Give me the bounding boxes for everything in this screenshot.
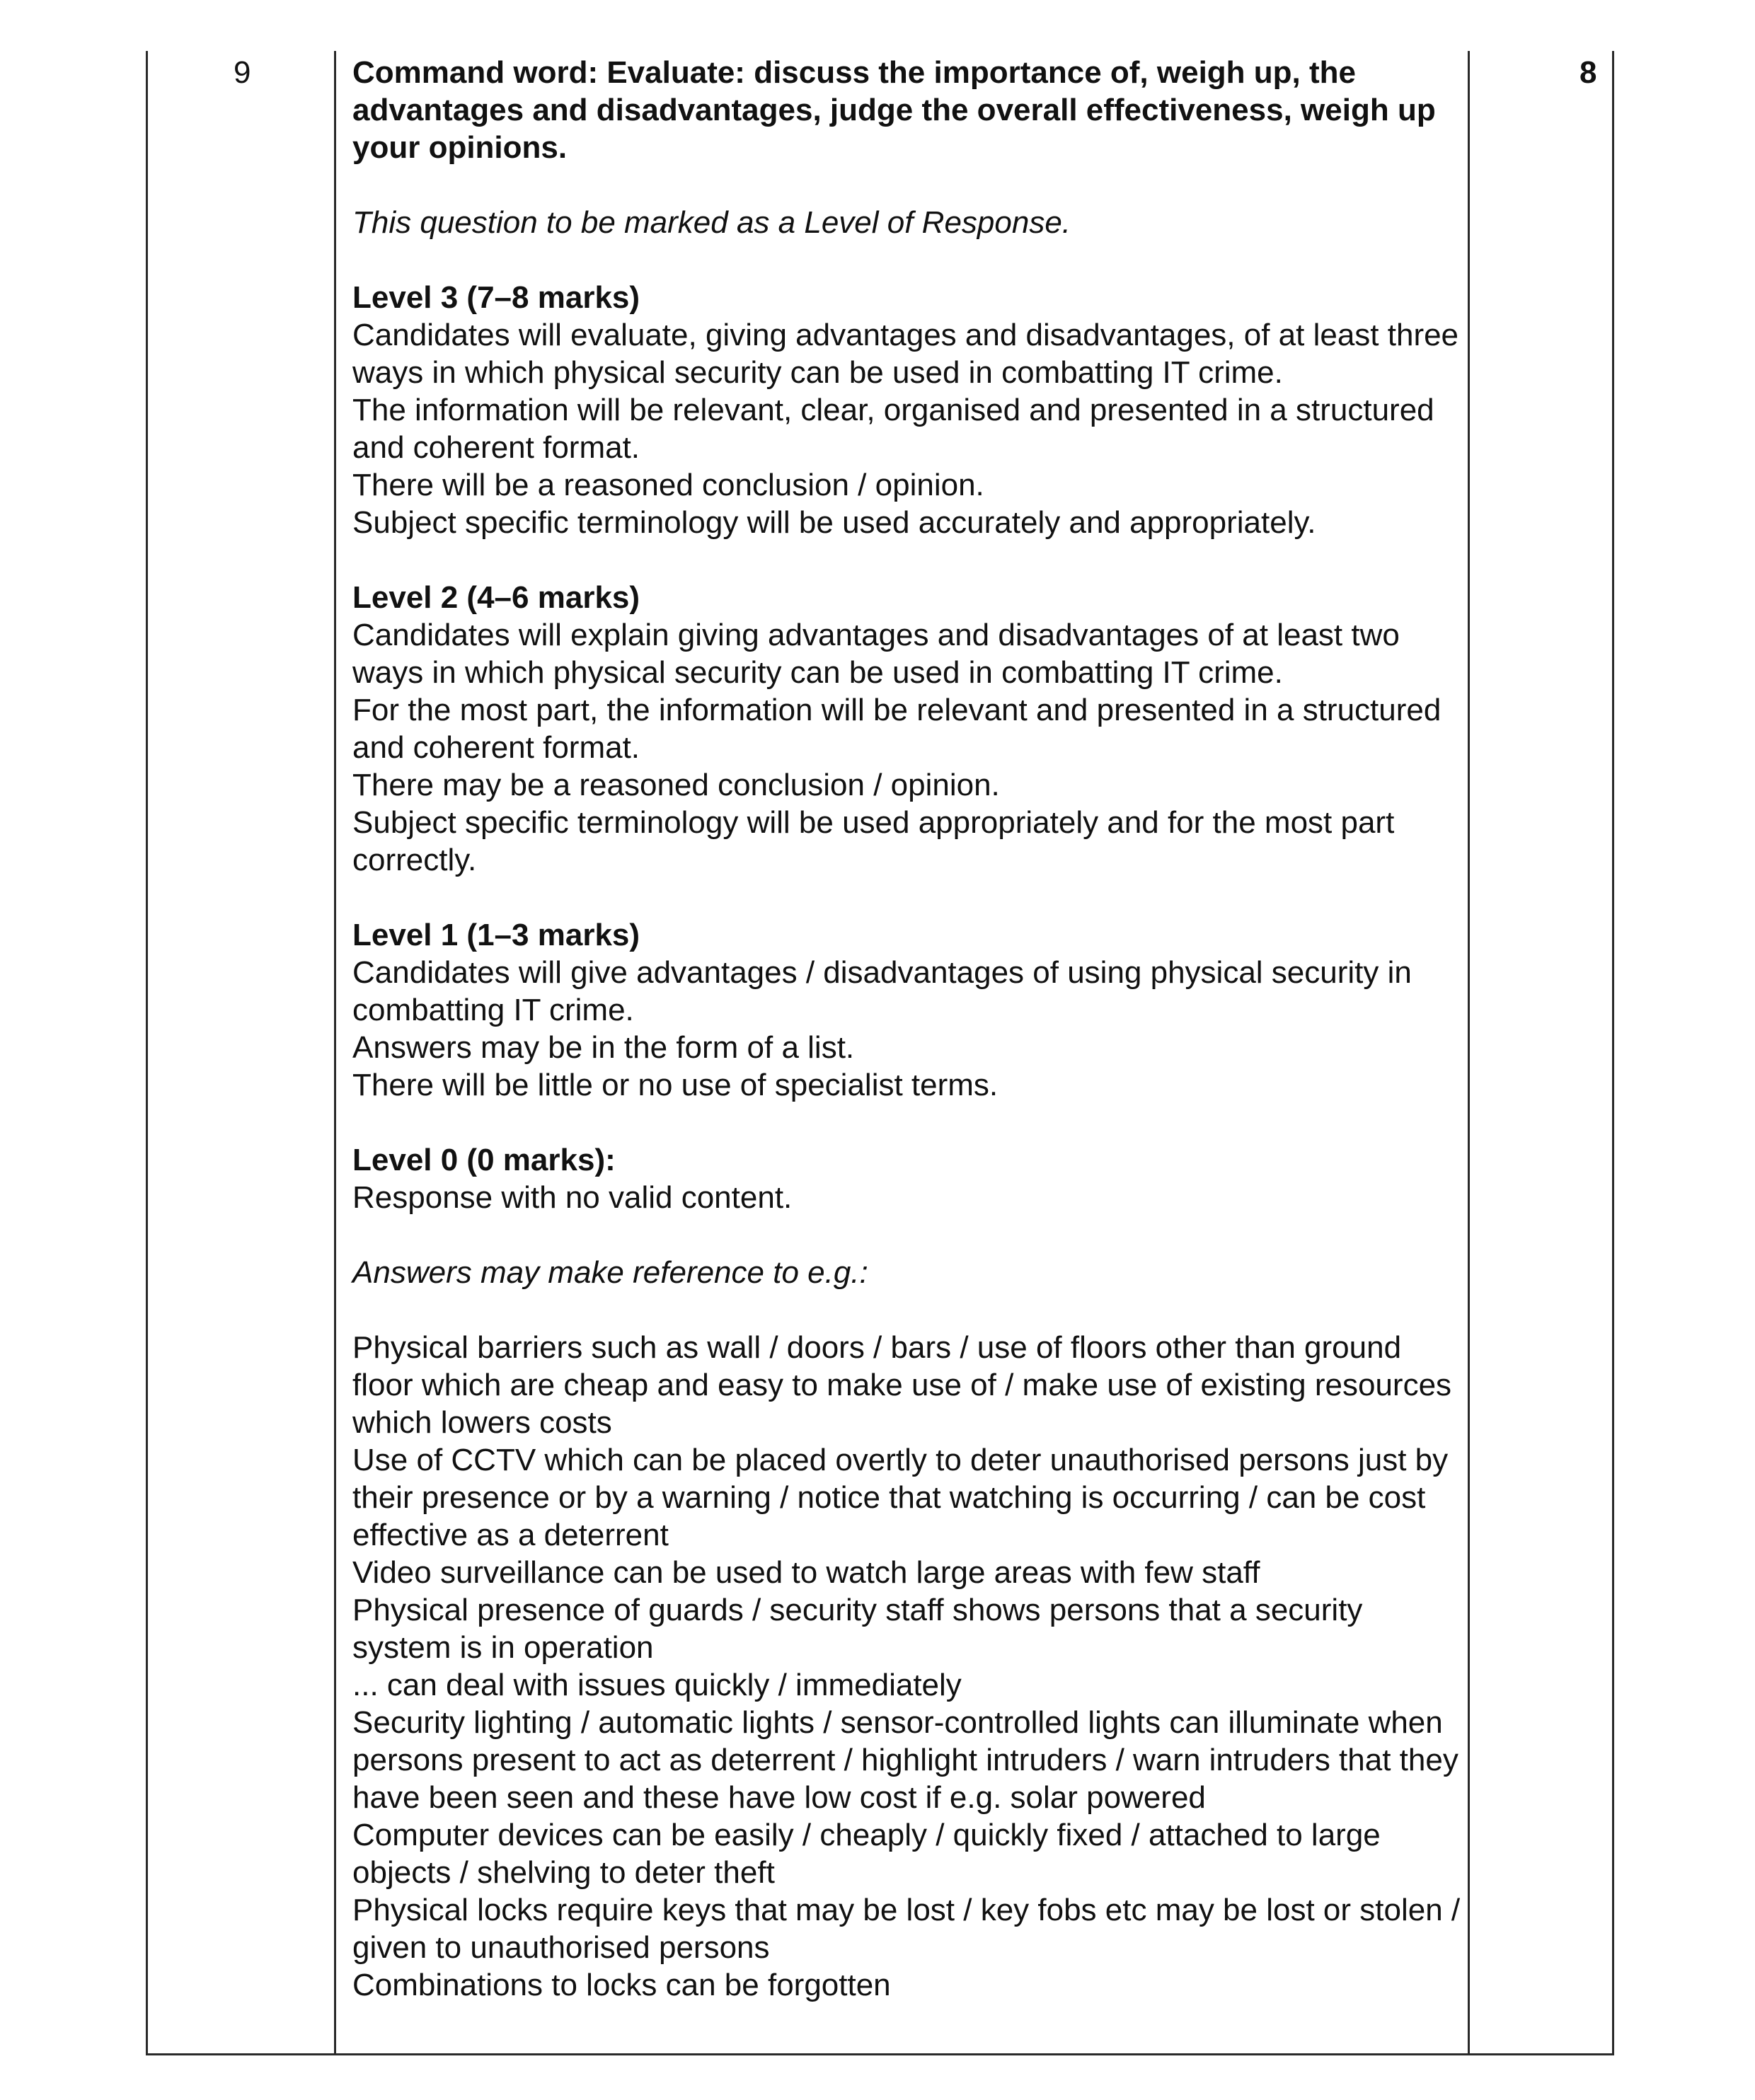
column-divider-marks: [1468, 51, 1470, 2055]
level-2-block: [352, 579, 1463, 879]
level-0-block: [352, 1141, 1463, 1216]
level-descriptor: Candidates will explain giving advantages and disadvantages of at least two ways in which physical security can be used in combatting IT crime.: [352, 618, 1400, 690]
answer-point: ... can deal with issues quickly / immediately: [352, 1668, 962, 1702]
answer-point: Computer devices can be easily / cheaply / quickly fixed / attached to large objects / shelving to deter theft: [352, 1818, 1381, 1890]
indicative-content: [352, 1329, 1463, 2004]
level-heading: Level 1 (1–3 marks): [352, 918, 640, 952]
level-descriptor: Answers may be in the form of a list.: [352, 1030, 855, 1065]
column-divider-number: [334, 51, 336, 2055]
level-descriptor: Subject specific terminology will be used accurately and appropriately.: [352, 505, 1316, 540]
answer-point: Physical locks require keys that may be lost / key fobs etc may be lost or stolen / given to unauthorised persons: [352, 1893, 1461, 1965]
level-heading: Level 2 (4–6 marks): [352, 580, 640, 615]
answer-point: Combinations to locks can be forgotten: [352, 1968, 891, 2002]
answers-intro: Answers may make reference to e.g.:: [352, 1255, 868, 1290]
level-descriptor: For the most part, the information will be relevant and presented in a structured and coherent format.: [352, 693, 1442, 765]
answer-point: Physical barriers such as wall / doors / bars / use of floors other than ground floor which are cheap and easy to make use of / make use of existing resources which lowers costs: [352, 1330, 1452, 1440]
level-descriptor: There may be a reasoned conclusion / opinion.: [352, 768, 1000, 802]
marking-instruction: This question to be marked as a Level of Response.: [352, 205, 1071, 240]
answer-point: Video surveillance can be used to watch large areas with few staff: [352, 1555, 1260, 1590]
question-number: 9: [234, 55, 251, 90]
level-descriptor: Candidates will evaluate, giving advantages and disadvantages, of at least three ways in which physical security can be used in combatting IT crime.: [352, 318, 1459, 390]
mark-scheme-content: [352, 54, 1463, 2004]
command-word: Command word: Evaluate: discuss the importance of, weigh up, the advantages and disadvantages, judge the overall effectiveness, weigh up your opinions.: [352, 55, 1436, 165]
level-descriptor: There will be little or no use of specialist terms.: [352, 1068, 999, 1102]
level-3-block: [352, 279, 1463, 541]
level-descriptor: There will be a reasoned conclusion / opinion.: [352, 468, 984, 502]
level-descriptor: The information will be relevant, clear, organised and presented in a structured and coherent format.: [352, 393, 1434, 465]
level-heading: Level 0 (0 marks):: [352, 1143, 616, 1177]
question-marks: 8: [1580, 55, 1597, 90]
table-border-left: [146, 51, 148, 2055]
table-border-bottom: [146, 2053, 1614, 2055]
table-border-right: [1612, 51, 1614, 2055]
level-descriptor: Candidates will give advantages / disadvantages of using physical security in combatting IT crime.: [352, 955, 1412, 1027]
level-descriptor: Response with no valid content.: [352, 1180, 793, 1215]
level-descriptor: Subject specific terminology will be used appropriately and for the most part correctly.: [352, 805, 1395, 877]
level-1-block: [352, 916, 1463, 1104]
level-heading: Level 3 (7–8 marks): [352, 280, 640, 315]
answer-point: Use of CCTV which can be placed overtly to deter unauthorised persons just by their presence or by a warning / notice that watching is occurring / can be cost effective as a deterrent: [352, 1443, 1449, 1552]
answer-point: Security lighting / automatic lights / sensor-controlled lights can illuminate when persons present to act as deterrent / highlight intruders / warn intruders that they have been seen and these have low cost if e.g. solar powered: [352, 1705, 1458, 1815]
answer-point: Physical presence of guards / security staff shows persons that a security system is in operation: [352, 1593, 1363, 1665]
